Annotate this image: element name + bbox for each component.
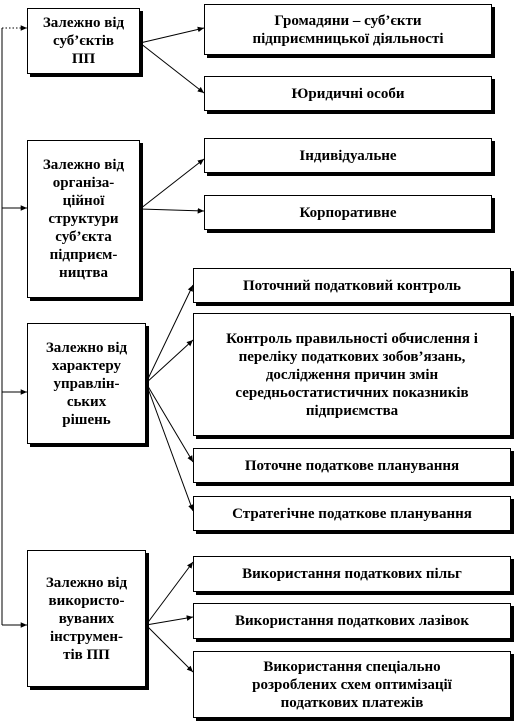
item-tax-loopholes: Використання податкових лазівок: [193, 603, 511, 639]
arrow-c3-i2: [146, 340, 193, 383]
item-citizens-subjects: Громадяни – суб’єкти підприємницької діяльності: [204, 4, 492, 55]
item-tax-benefits: Використання податкових пільг: [193, 556, 511, 592]
item-strategic-tax-planning: Стратегічне податкове планування: [193, 496, 511, 531]
arrow-c3-i1: [146, 285, 193, 383]
item-current-tax-planning: Поточне податкове планування: [193, 448, 511, 483]
category-box-instruments: Залежно від використо- вуваних інструмен- тів ПП: [27, 550, 146, 687]
item-current-tax-control: Поточний податковий контроль: [193, 268, 511, 303]
item-special-schemes: Використання спеціально розроблених схем оптимізації податкових платежів: [193, 651, 511, 718]
arrow-c4-i2: [146, 617, 193, 625]
category-box-management-decisions: Залежно від характеру управлін- ських рішень: [27, 323, 146, 444]
item-individual: Індивідуальне: [204, 138, 492, 173]
arrow-c1-i2: [140, 43, 204, 93]
category-box-org-structure: Залежно від організа- ційної структури суб’єкта підприєм- ництва: [27, 140, 140, 298]
item-legal-entities: Юридичні особи: [204, 76, 492, 111]
arrow-c4-i1: [146, 562, 193, 625]
item-corporate: Корпоративне: [204, 195, 492, 230]
arrow-c3-i4: [146, 383, 193, 511]
arrow-c4-i3: [146, 625, 193, 672]
arrow-c3-i3: [146, 383, 193, 462]
arrow-c2-i2: [140, 209, 204, 211]
arrow-c2-i1: [140, 159, 204, 209]
arrow-c1-i1: [140, 28, 204, 43]
category-box-subjects: Залежно від суб’єктів ПП: [27, 8, 140, 74]
item-control-correctness: Контроль правильності обчислення і переліку податкових зобов’язань, дослідження причин змін середньостатистичних показників підприємства: [193, 313, 511, 436]
